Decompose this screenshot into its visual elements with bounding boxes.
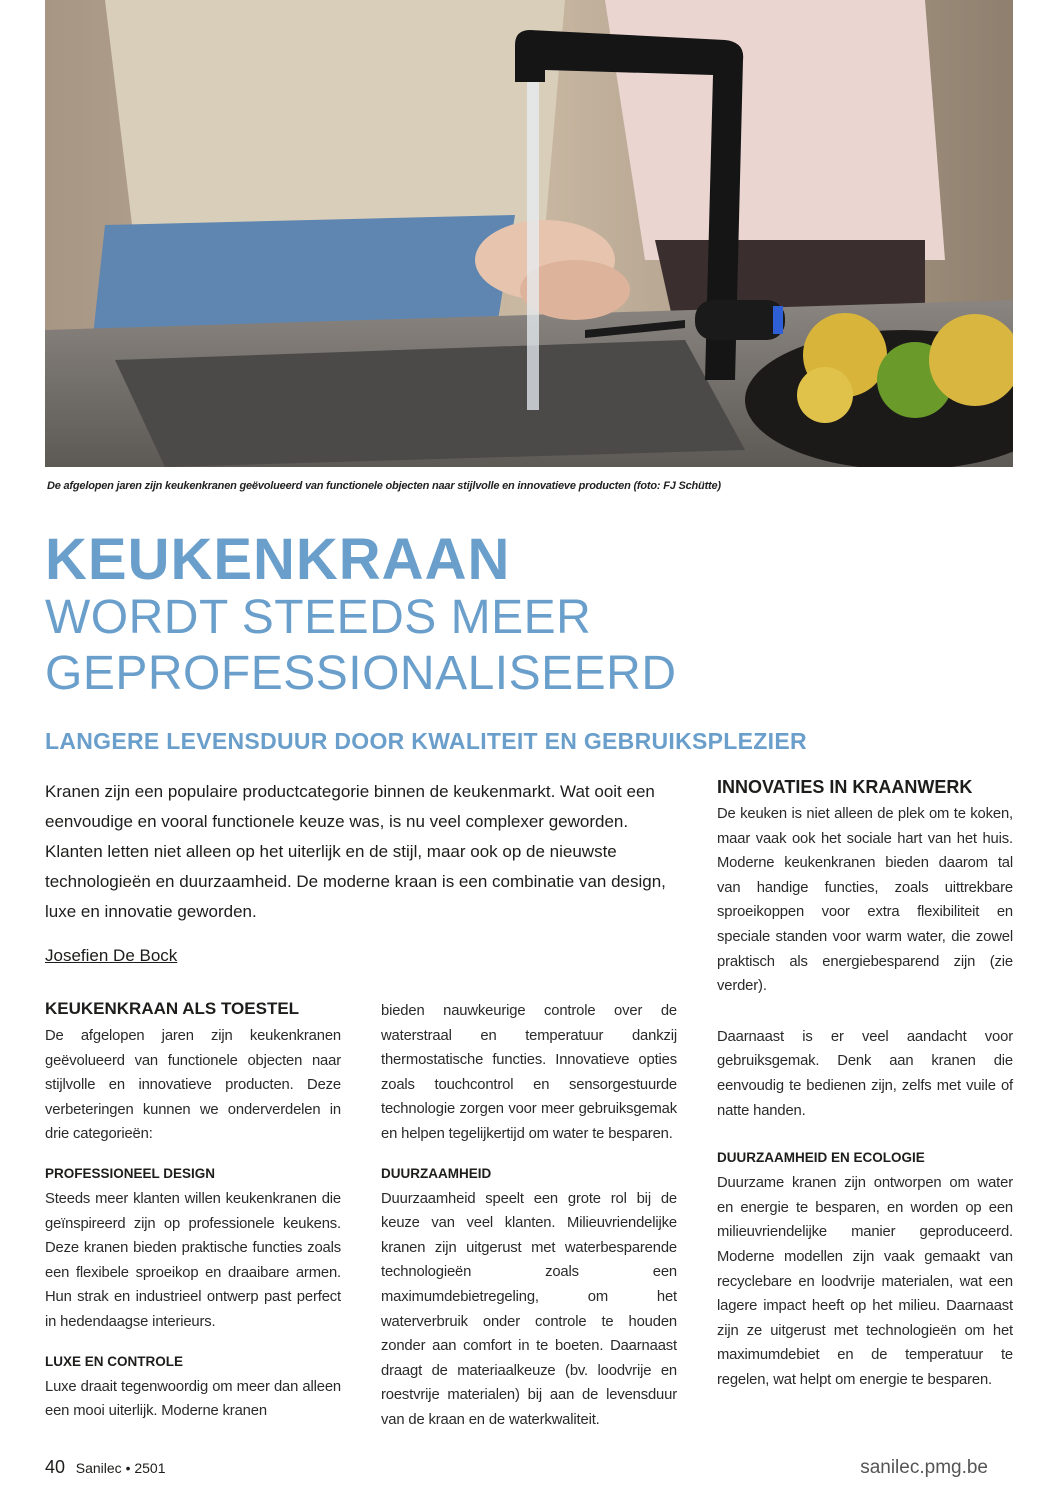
paragraph: Steeds meer klanten willen keukenkranen die geïnspireerd zijn op professionele keukens. Deze kranen bieden praktische functies zoals een flexibele sproeikop en draaibare armen. Hun strak en industrieel ontwerp past perfect in hedendaagse interieurs. [45, 1190, 341, 1330]
photo-caption: De afgelopen jaren zijn keukenkranen geëvolueerd van functionele objecten naar stijlvolle en innovatieve producten (foto: FJ Schütte) [47, 480, 721, 492]
magazine-issue: Sanilec • 2501 [75, 1460, 166, 1476]
column-1 [45, 996, 341, 1424]
article-title: KEUKENKRAAN [45, 527, 511, 592]
paragraph: De keuken is niet alleen de plek om te koken, maar vaak ook het sociale hart van het huis. Moderne keukenkranen bieden daarom tal van handige functies, zoals uittrekbare sproeikoppen voor extra flexibiliteit en speciale standen voor warm water, die zowel praktisch als energiebesparend zijn (zie verder). [717, 806, 1013, 995]
hero-photo [45, 0, 1013, 467]
title-line-2: WORDT STEEDS MEER [45, 591, 592, 644]
footer-page-info [45, 1457, 166, 1478]
paragraph: Luxe draait tegenwoordig om meer dan alleen een mooi uiterlijk. Moderne kranen [45, 1378, 341, 1420]
article-intro: Kranen zijn een populaire productcategorie binnen de keukenmarkt. Wat ooit een eenvoudige en vooral functionele keuze was, is nu veel complexer geworden. Klanten letten niet alleen op het uiterlijk en de stijl, maar ook op de nieuwste technologieën en duurzaamheid. De moderne kraan is een combinatie van design, luxe en innovatie geworden. [45, 782, 666, 921]
paragraph: Daarnaast is er veel aandacht voor gebruiksgemak. Denk aan kranen die eenvoudig te bedienen zijn, zelfs met vuile of natte handen. [717, 1028, 1013, 1119]
section-heading-keukenkraan-als-toestel: KEUKENKRAAN ALS TOESTEL [45, 999, 300, 1018]
paragraph: Duurzaamheid speelt een grote rol bij de keuze van veel klanten. Milieuvriendelijke kranen zijn uitgerust met waterbesparende technologieën zoals een maximumdebietregeling, om het waterverbruik onder controle te houden zonder aan comfort in te boeten. Daarnaast draagt de materiaalkeuze (bv. loodvrije en roestvrije materialen) bij aan de levensduur van de kraan en de waterkwaliteit. [381, 1190, 677, 1428]
paragraph: bieden nauwkeurige controle over de waterstraal en temperatuur dankzij thermostatische functies. Innovatieve opties zoals touchcontrol en sensorgestuurde technologie zorgen voor meer gebruiksgemak en helpen tegelijkertijd om water te besparen. [381, 1003, 677, 1142]
subheading-professioneel-design: PROFESSIONEEL DESIGN [45, 1165, 216, 1181]
author-link[interactable]: Josefien De Bock [45, 946, 178, 965]
subheading-duurzaamheid: DUURZAAMHEID [381, 1165, 492, 1181]
paragraph: Duurzame kranen zijn ontworpen om water en energie te besparen, en worden op een milieuvriendelijke manier geproduceerd. Moderne modellen zijn vaak gemaakt van recyclebare en loodvrije materialen, wat een lagere impact heeft op het milieu. Daarnaast zijn ze uitgerust met technologieën om het maximumdebiet en de temperatuur te regelen, wat helpt om energie te besparen. [717, 1175, 1013, 1388]
page-number: 40 [45, 1457, 66, 1477]
title-line-3: GEPROFESSIONALISEERD [45, 647, 677, 700]
subheading-duurzaamheid-en-ecologie: DUURZAAMHEID EN ECOLOGIE [717, 1150, 925, 1166]
website-link[interactable]: sanilec.pmg.be [860, 1457, 988, 1478]
column-2 [381, 999, 677, 1433]
article-subtitle: LANGERE LEVENSDUUR DOOR KWALITEIT EN GEBRUIKSPLEZIER [45, 728, 807, 754]
section-heading-innovaties-in-kraanwerk: INNOVATIES IN KRAANWERK [717, 777, 973, 797]
column-3 [717, 774, 1013, 1392]
article-title-continued [45, 590, 677, 702]
paragraph: De afgelopen jaren zijn keukenkranen geëvolueerd van functionele objecten naar stijlvolle en innovatieve producten. Deze verbeteringen kunnen we onderverdelen in drie categorieën: [45, 1028, 341, 1143]
subheading-luxe-en-controle: LUXE EN CONTROLE [45, 1353, 184, 1369]
kitchen-faucet-illustration [45, 0, 1013, 467]
